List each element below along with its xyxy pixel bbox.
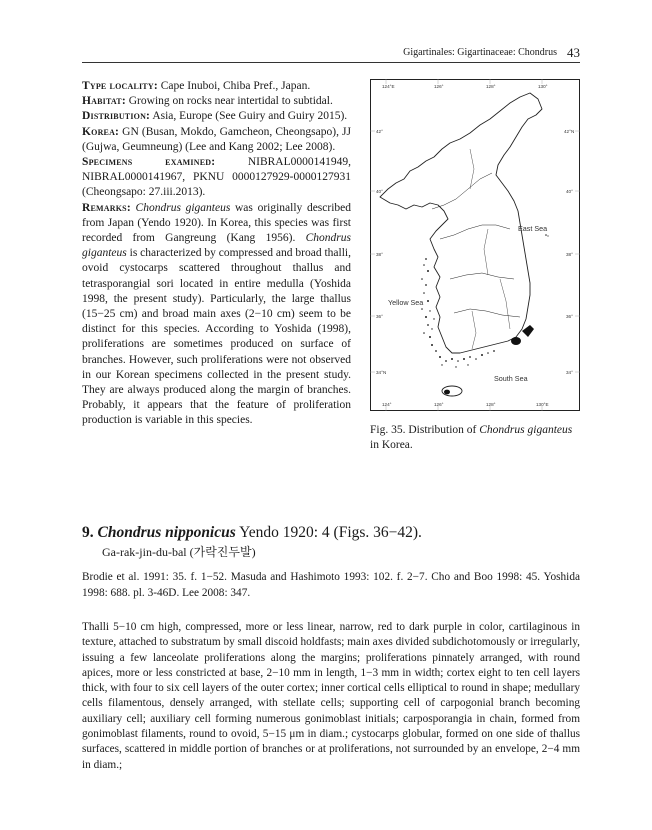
description-text: Thalli 5−10 cm high, compressed, more or less linear, narrow, red to dark purple in color, cartilaginous in texture, attached to substratum by small discoid holdfasts; main axes divided subdichotomously or irregularly, issuing a few lanceolate proliferations along the margins; proliferations pinnately arranged, with round apices, more or less constricted at base, 2−10 mm in length, 1−3 mm in width; cortex eight to ten cell layers thick, with four to six cell layers of the outer cortex; inner cortical cells elliptical to round in shape; medullary cells filamentous, densely arranged, with stellate cells; supporting cell of carpogonial branch becoming auxiliary cell; auxiliary cell forming numerous gonimoblast initials; carposporangia in chain, formed from gonimoblast filaments, round to ovoid, 5−15 μm in diam.; cystocarps globular, formed on one side of thallus surfaces, scattered in middle portion of branches or at proliferations, not surrounded by an envelope, 2−4 mm in diam.; [82, 621, 580, 771]
page-number: 43 [567, 45, 580, 60]
top-tick-label: 130° [538, 84, 548, 89]
remarks-italic-1: Chondrus giganteus [135, 201, 231, 214]
top-tick-label: 124°E [382, 84, 395, 89]
right-tick-label: 36° [566, 314, 573, 319]
yellow-sea-label: Yellow Sea [388, 298, 424, 307]
species-heading [82, 524, 422, 542]
left-tick-label: 38° [376, 252, 383, 257]
caption-prefix: Fig. 35. Distribution of [370, 424, 480, 436]
specimens-label: Specimens examined: [82, 156, 216, 169]
top-tick-label: 128° [486, 84, 496, 89]
left-tick-label: 36° [376, 314, 383, 319]
habitat-paragraph [82, 94, 351, 109]
page-header [0, 45, 652, 61]
running-title: Gigartinales: Gigartinaceae: Chondrus [403, 47, 557, 58]
species-name: Chondrus nipponicus [97, 524, 236, 541]
remarks-text-2: was originally described from Japan (Yendo 1920). In Korea, this species was first recorded from Gangreung (Kang 1956). [82, 201, 352, 245]
habitat-text: Growing on rocks near intertidal to subtidal. [125, 95, 333, 108]
bottom-tick-label: 128° [486, 402, 496, 407]
bottom-tick-label: 130°E [536, 402, 549, 407]
korea-text: GN (Busan, Mokdo, Gamcheon, Cheongsapo), JJ (Gujwa, Geumneung) (Lee and Kang 2002; Lee 2008). [82, 125, 351, 153]
left-column-text [82, 79, 351, 429]
right-tick-label: 40° [566, 189, 573, 194]
distribution-text: Asia, Europe (See Guiry and Guiry 2015). [150, 110, 348, 123]
specimens-paragraph [82, 155, 351, 201]
remarks-label: Remarks: [82, 201, 131, 214]
korea-paragraph [82, 125, 351, 155]
distribution-map [370, 79, 580, 411]
left-tick-label: 40° [376, 189, 383, 194]
left-tick-label: 42° [376, 129, 383, 134]
remarks-paragraph [82, 201, 351, 429]
type-locality-text: Cape Inuboi, Chiba Pref., Japan. [157, 80, 311, 92]
bottom-tick-label: 126° [434, 402, 444, 407]
south-sea-label: South Sea [494, 374, 528, 383]
header-rule [82, 62, 580, 63]
description-paragraph [82, 620, 580, 773]
right-tick-label: 42°N [564, 129, 575, 134]
type-locality-paragraph [82, 79, 351, 94]
caption-species: Chondrus giganteus [479, 424, 573, 436]
left-tick-label: 34°N [376, 370, 387, 375]
remarks-text-3: is characterized by compressed and broad thalli, ovoid cystocarps scattered throughout thallus and tetrasporangial sori located in entire medulla (Yoshida 1998, the present study). Particularly, the large thallus (15−25 cm) and broad main axes (2−10 cm) seem to be distinct for this species. According to Yoshida (1998), proliferations are sometimes produced on surface of branches. However, such proliferations were not observed in our Korean specimens collected in the present study. They are always produced along the margin of branches. Probably, it appears that the feature of proliferation production is variable in this species. [82, 247, 351, 427]
distribution-label: Distribution: [82, 110, 151, 123]
distribution-paragraph [82, 109, 351, 124]
bottom-tick-label: 124° [382, 402, 392, 407]
remarks-italic-2: Chondrus giganteus [82, 232, 351, 260]
figure-caption [370, 423, 582, 453]
caption-suffix: in Korea. [370, 439, 413, 451]
right-tick-label: 34° [566, 370, 573, 375]
species-number: 9. [82, 524, 94, 541]
habitat-label: Habitat: [82, 95, 126, 108]
top-tick-label: 126° [434, 84, 444, 89]
east-sea-label: East Sea [518, 224, 548, 233]
korea-label: Korea: [82, 125, 120, 138]
references-paragraph: Brodie et al. 1991: 35. f. 1−52. Masuda and Hashimoto 1993: 102. f. 2−7. Cho and Boo 1998: 45. Yoshida 1998: 688. pl. 3-46D. Lee 2008: 347. [82, 571, 580, 599]
specimens-text: NIBRAL0000141949, NIBRAL0000141967, PKNU 0000127929-0000127931 (Cheongsapo: 27.iii.2013). [82, 156, 352, 199]
type-locality-label: Type locality: [82, 80, 158, 92]
korean-name: Ga-rak-jin-du-bal (가락진두발) [102, 545, 256, 559]
species-authority: Yendo 1920: 4 (Figs. 36−42). [235, 524, 422, 541]
distribution-marker-jeju [444, 390, 450, 395]
distribution-marker-busan [511, 337, 521, 345]
right-tick-label: 38° [566, 252, 573, 257]
